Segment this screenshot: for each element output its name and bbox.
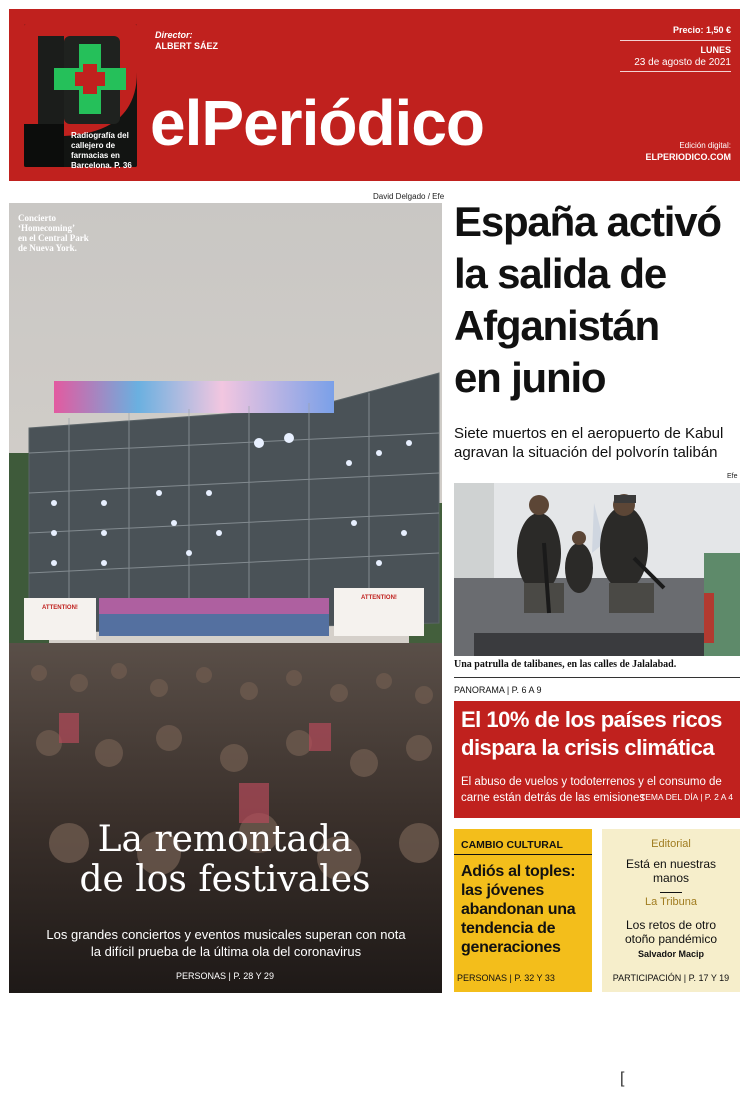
subheadline-line: El abuso de vuelos y todoterrenos y el consumo de (461, 776, 722, 788)
photo-credit: Efe (727, 473, 738, 480)
subheadline-line: la difícil prueba de la última ola del coronavirus (90, 944, 362, 959)
headline-line: las jóvenes (461, 882, 544, 899)
headline-line: abandonan una (461, 901, 576, 918)
subheadline-line: carne están detrás de las emisiones (461, 792, 646, 804)
divider (454, 854, 592, 855)
director-name: ALBERT SÁEZ (155, 41, 218, 51)
pharmacy-teaser-text[interactable] (71, 131, 137, 171)
opinion-box (602, 829, 740, 992)
tribuna-author: Salvador Macip (637, 949, 705, 959)
taliban-patrol-photo[interactable] (454, 483, 740, 656)
tribuna-label: La Tribuna (645, 896, 697, 908)
title-line: Los retos de otro (625, 918, 717, 932)
title-line: Está en nuestras (625, 857, 717, 871)
headline-line: de los festivales (79, 859, 371, 900)
climate-headline[interactable] (461, 706, 741, 762)
teaser-line: Barcelona. P. 36 (71, 161, 132, 170)
culture-kicker: CAMBIO CULTURAL (461, 839, 563, 851)
main-subheadline (454, 424, 744, 462)
divider (660, 892, 682, 893)
caption-line: Concierto (18, 213, 56, 223)
headline-line: generaciones (461, 939, 561, 956)
caption-line: en el Central Park (18, 233, 89, 243)
tribuna-title[interactable] (602, 918, 740, 946)
headline-line: Adiós al toples: (461, 863, 576, 880)
teaser-line: callejero de (71, 141, 116, 150)
headline-line: El 10% de los países ricos (461, 707, 722, 732)
caption-line: de Nueva York. (18, 243, 77, 253)
headline-line: La remontada (97, 819, 353, 860)
title-line: otoño pandémico (624, 932, 718, 946)
title-line: manos (652, 871, 690, 885)
newspaper-logo[interactable]: elPeriódico (150, 87, 484, 159)
editorial-label: Editorial (651, 838, 691, 850)
hero-headline[interactable] (20, 820, 430, 900)
digital-edition-label: Edición digital: (679, 141, 731, 150)
subheadline-line: Los grandes conciertos y eventos musicales superan con nota (46, 927, 406, 942)
teaser-line: Radiografía del (71, 131, 129, 140)
headline-line: España activó (454, 198, 721, 245)
headline-line: Afganistán (454, 302, 660, 349)
price: Precio: 1,50 € (672, 25, 731, 35)
subheadline-line: agravan la situación del polvorín talibán (454, 444, 718, 461)
culture-section-ref: PERSONAS | P. 32 Y 33 (457, 973, 555, 983)
main-headline[interactable] (454, 196, 744, 404)
digital-edition-link[interactable]: ELPERIODICO.COM (645, 152, 731, 162)
hero-section-ref: PERSONAS | P. 28 Y 29 (176, 971, 274, 981)
teaser-line: farmacias en (71, 151, 120, 160)
subheadline-line: Siete muertos en el aeropuerto de Kabul (454, 425, 724, 442)
divider (620, 40, 731, 41)
hero-subheadline (20, 926, 432, 960)
opinion-section-ref: PARTICIPACIÓN | P. 17 Y 19 (612, 973, 730, 983)
divider (620, 71, 731, 72)
main-section-ref: PANORAMA | P. 6 A 9 (454, 685, 542, 695)
editorial-title[interactable] (602, 857, 740, 885)
weekday: LUNES (700, 45, 731, 55)
stage-sign-right: ATTENTION! (361, 595, 397, 601)
stage-sign-left: ATTENTION! (42, 605, 78, 611)
headline-line: tendencia de (461, 920, 556, 937)
headline-line: dispara la crisis climática (461, 735, 715, 760)
divider (454, 677, 740, 678)
patrol-image (454, 483, 740, 656)
photo-credit: David Delgado / Efe (373, 192, 445, 201)
climate-section-ref: TEMA DEL DÍA | P. 2 A 4 (640, 792, 733, 802)
headline-line: en junio (454, 354, 606, 401)
issue-date: 23 de agosto de 2021 (634, 57, 731, 68)
photo-caption: Una patrulla de talibanes, en las calles de Jalalabad. (454, 659, 677, 670)
hero-photo-caption (18, 213, 98, 253)
caption-line: ‘Homecoming’ (18, 223, 75, 233)
director-label: Director: (155, 30, 193, 40)
headline-line: la salida de (454, 250, 667, 297)
page-corner-mark: [ (620, 1070, 625, 1087)
culture-headline[interactable] (461, 862, 591, 957)
